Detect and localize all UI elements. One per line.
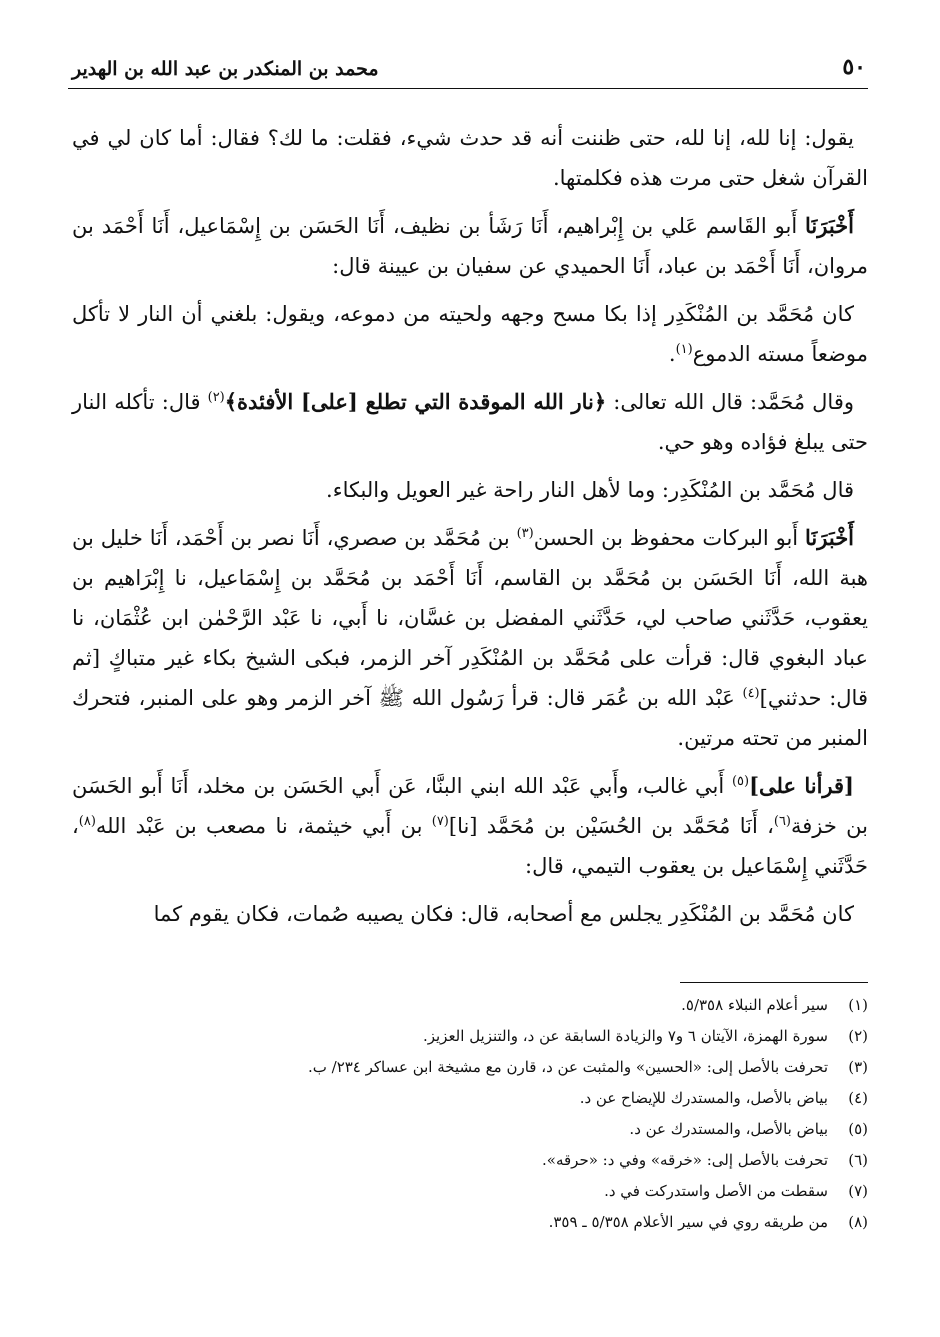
footnote-text: تحرفت بالأصل إلى: «خرقه» وفي د: «حرقه». xyxy=(542,1151,828,1169)
page-header xyxy=(68,52,868,89)
footnote-item xyxy=(72,1114,868,1145)
paragraph-3-text: كان مُحَمَّد بن المُنْكَدِر إذا بكا مسح وجهه ولحيته من دموعه، ويقول: بلغني أن النار لا تأكل موضعاً مسته الدموع xyxy=(72,302,868,366)
paragraph-5: قال مُحَمَّد بن المُنْكَدِر: وما لأهل النار راحة غير العويل والبكاء. xyxy=(326,478,854,502)
akhbarana-keyword: أَخْبَرَنَا xyxy=(805,525,855,550)
qarana-keyword: [قرأنا على] xyxy=(749,773,854,798)
main-text xyxy=(72,118,868,942)
footnote-item xyxy=(72,1052,868,1083)
footnote-item xyxy=(72,990,868,1021)
footnote-number: (٨) xyxy=(848,1213,868,1231)
footnote-text: بياض بالأصل، والمستدرك للإيضاح عن د. xyxy=(579,1089,828,1107)
paragraph-7-b: ، أَنَا مُحَمَّد بن الحُسَيْن بن مُحَمَّد [نا] xyxy=(448,814,774,838)
footnote-text: سقطت من الأصل واستدركت في د. xyxy=(604,1182,828,1200)
akhbarana-keyword: أَخْبَرَنَا xyxy=(805,213,854,238)
paragraph-6-c: عَبْد الله بن عُمَر قال: قرأ رَسُول الله ﷺ آخر الزمر وهو على المنبر، فتحرك المنبر من تحته مرتين. xyxy=(72,686,868,750)
footnote-text: تحرفت بالأصل إلى: «الحسين» والمثبت عن د، قارن مع مشيخة ابن عساكر ٢٣٤/ ب. xyxy=(307,1058,828,1076)
footnote-text: بياض بالأصل، والمستدرك عن د. xyxy=(629,1120,828,1138)
paragraph-6 xyxy=(72,518,868,758)
paragraph-4-pre: وقال مُحَمَّد: قال الله تعالى: xyxy=(606,390,855,414)
paragraph-6-a: أَبو البركات محفوظ بن الحسن xyxy=(533,526,806,550)
paragraph-7-a: أَبي غالب، وأَبي عَبْد الله ابني البنَّا، عَن أَبي الحَسَن بن مخلد، أَنَا أَبو الحَسَن بن خزفة xyxy=(72,774,868,838)
footnote-number: (٥) xyxy=(848,1120,868,1138)
quran-verse: ﴿نار الله الموقدة التي تطلع [على] الأفئدة﴾ xyxy=(224,389,607,414)
footnote-item xyxy=(72,1176,868,1207)
paragraph-4-post: قال: تأكله النار حتى يبلغ فؤاده وهو حي. xyxy=(72,390,868,454)
footnote-divider xyxy=(680,982,868,983)
running-title: محمد بن المنكدر بن عبد الله بن الهدير xyxy=(72,58,379,80)
footnote-ref-6[interactable]: (٦) xyxy=(773,814,791,829)
footnote-text: سورة الهمزة، الآيتان ٦ و٧ والزيادة السابقة عن د، والتنزيل العزيز. xyxy=(422,1027,828,1045)
paragraph-7-d: ، حَدَّثَني إِسْمَاعيل بن يعقوب التيمي، قال: xyxy=(72,814,868,878)
paragraph-8: كان مُحَمَّد بن المُنْكَدِر يجلس مع أصحابه، قال: فكان يصيبه صُمات، فكان يقوم كما xyxy=(153,902,854,926)
footnote-number: (٢) xyxy=(848,1027,868,1045)
paragraph-3 xyxy=(72,294,868,374)
footnote-ref-3[interactable]: (٣) xyxy=(516,526,534,541)
footnote-number: (٧) xyxy=(848,1182,868,1200)
footnote-text: سير أعلام النبلاء ٥/٣٥٨. xyxy=(681,996,828,1014)
footnote-text: من طريقه روي في سير الأعلام ٥/٣٥٨ ـ ٣٥٩. xyxy=(548,1213,828,1231)
paragraph-7-c: بن أَبي خيثمة، نا مصعب بن عَبْد الله xyxy=(95,814,432,838)
paragraph-2-text: أَبو القَاسم عَلي بن إِبْراهيم، أَنَا رَشَأ بن نظيف، أَنَا الحَسَن بن إِسْمَاعيل، أَنَا أَحْمَد بن مروان، أَنَا أَحْمَد بن عباد، أَنَا الحميدي عن سفيان بن عيينة قال: xyxy=(72,214,868,278)
paragraph-4 xyxy=(72,382,868,462)
footnote-ref-8[interactable]: (٨) xyxy=(78,814,96,829)
footnote-item xyxy=(72,1145,868,1176)
footnote-number: (١) xyxy=(848,996,868,1014)
footnote-number: (٣) xyxy=(848,1058,868,1076)
footnote-ref-7[interactable]: (٧) xyxy=(431,814,449,829)
paragraph-7 xyxy=(72,766,868,886)
paragraph-2 xyxy=(72,206,868,286)
footnote-ref-2[interactable]: (٢) xyxy=(207,390,225,405)
footnote-ref-4[interactable]: (٤) xyxy=(742,686,760,701)
page-number: ٥٠ xyxy=(842,54,866,80)
footnote-item xyxy=(72,1021,868,1052)
footnote-item xyxy=(72,1083,868,1114)
paragraph-6-b: بن مُحَمَّد بن صصري، أَنَا نصر بن أَحْمَد، أَنَا خليل بن هبة الله، أَنَا الحَسَن بن مُحَمَّد بن القاسم، أَنَا أَحْمَد بن مُحَمَّد بن إِسْمَاعيل، نا إِبْرَاهيم بن يعقوب، حَدَّثَني صاحب لي، حَدَّثَني المفضل بن غسَّان، نا أَبي، نا عَبْد الرَّحْمٰن ابن عُثْمَان، نا عباد البغوي قال: قرأت على مُحَمَّد بن المُنْكَدِر آخر الزمر، فبكى الشيخ بكاء غير متباكٍ [ثم قال: حدثني] xyxy=(72,526,868,710)
footnote-number: (٦) xyxy=(848,1151,868,1169)
footnote-item xyxy=(72,1207,868,1238)
footnote-ref-5[interactable]: (٥) xyxy=(731,774,750,789)
footnote-ref-1[interactable]: (١) xyxy=(675,342,693,357)
footnotes xyxy=(72,990,868,1238)
paragraph-1: يقول: إنا لله، إنا لله، حتى ظننت أنه قد حدث شيء، فقلت: ما لك؟ فقال: أما كان لي في القرآن شغل حتى مرت هذه فكلمتها. xyxy=(72,126,868,190)
footnote-number: (٤) xyxy=(848,1089,868,1107)
paragraph-3-end: . xyxy=(668,342,676,366)
